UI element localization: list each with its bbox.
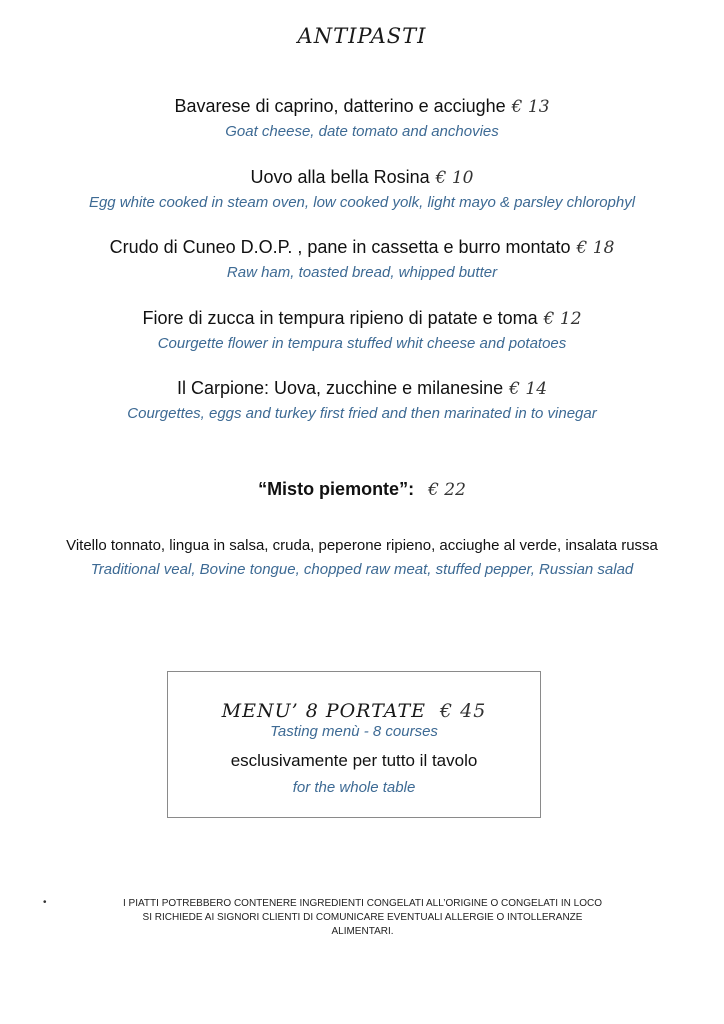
misto-ingredients: Vitello tonnato, lingua in salsa, cruda, peperone ripieno, acciughe al verde, insalata russa: [66, 537, 658, 554]
allergy-footnote: [60, 897, 665, 939]
footnote-line: I PIATTI POTREBBERO CONTENERE INGREDIENTI CONGELATI ALL’ORIGINE O CONGELATI IN LOCO: [123, 898, 602, 909]
dish-translation: Courgette flower in tempura stuffed whit cheese and potatoes: [157, 335, 567, 352]
misto-description: [0, 536, 724, 581]
dish-name: [0, 165, 724, 190]
tasting-menu-exclusive: esclusivamente per tutto il tavolo: [230, 751, 478, 770]
misto-translation: Traditional veal, Bovine tongue, chopped raw meat, stuffed pepper, Russian salad: [90, 561, 634, 578]
misto-title: [0, 479, 724, 500]
dish-name-text: Crudo di Cuneo D.O.P. , pane in cassetta e burro montato: [109, 237, 571, 257]
dish-name-text: Bavarese di caprino, datterino e acciughe: [174, 96, 506, 116]
section-title: ANTIPASTI: [297, 24, 427, 48]
dish-price: € 14: [509, 379, 548, 399]
dish-price: € 18: [576, 238, 615, 258]
dish-item: [0, 306, 724, 355]
tasting-menu-box: [167, 671, 541, 818]
dish-translation: Goat cheese, date tomato and anchovies: [225, 123, 499, 140]
dish-name-text: Il Carpione: Uova, zucchine e milanesine: [176, 378, 504, 398]
dish-name: [0, 94, 724, 119]
dish-price: € 12: [543, 309, 582, 329]
dish-item: [0, 235, 724, 284]
tasting-menu-subtitle: Tasting menù - 8 courses: [270, 723, 438, 740]
tasting-menu-price: € 45: [440, 700, 487, 722]
tasting-menu-title: [168, 700, 540, 722]
dish-translation: Raw ham, toasted bread, whipped butter: [226, 264, 498, 281]
footnote-bullet: •: [43, 897, 47, 908]
dish-price: € 10: [435, 168, 474, 188]
dish-name-text: Uovo alla bella Rosina: [250, 167, 430, 187]
dish-item: [0, 165, 724, 214]
misto-title-text: “Misto piemonte”:: [258, 479, 415, 499]
dish-item: [0, 376, 724, 425]
dish-translation: Egg white cooked in steam oven, low cooked yolk, light mayo & parsley chlorophyl: [88, 194, 636, 211]
dish-price: € 13: [511, 97, 550, 117]
dish-name: [0, 376, 724, 401]
tasting-menu-whole-table: for the whole table: [292, 779, 416, 796]
dish-name: [0, 235, 724, 260]
dish-translation: Courgettes, eggs and turkey first fried and then marinated in to vinegar: [127, 405, 597, 422]
dish-name: [0, 306, 724, 331]
dish-item: [0, 94, 724, 143]
dish-name-text: Fiore di zucca in tempura ripieno di patate e toma: [142, 308, 538, 328]
misto-price: € 22: [428, 480, 466, 500]
footnote-line: ALIMENTARI.: [331, 926, 394, 937]
tasting-menu-title-text: MENU’ 8 PORTATE: [221, 700, 427, 722]
footnote-line: SI RICHIEDE AI SIGNORI CLIENTI DI COMUNICARE EVENTUALI ALLERGIE O INTOLLERANZE: [142, 912, 583, 923]
